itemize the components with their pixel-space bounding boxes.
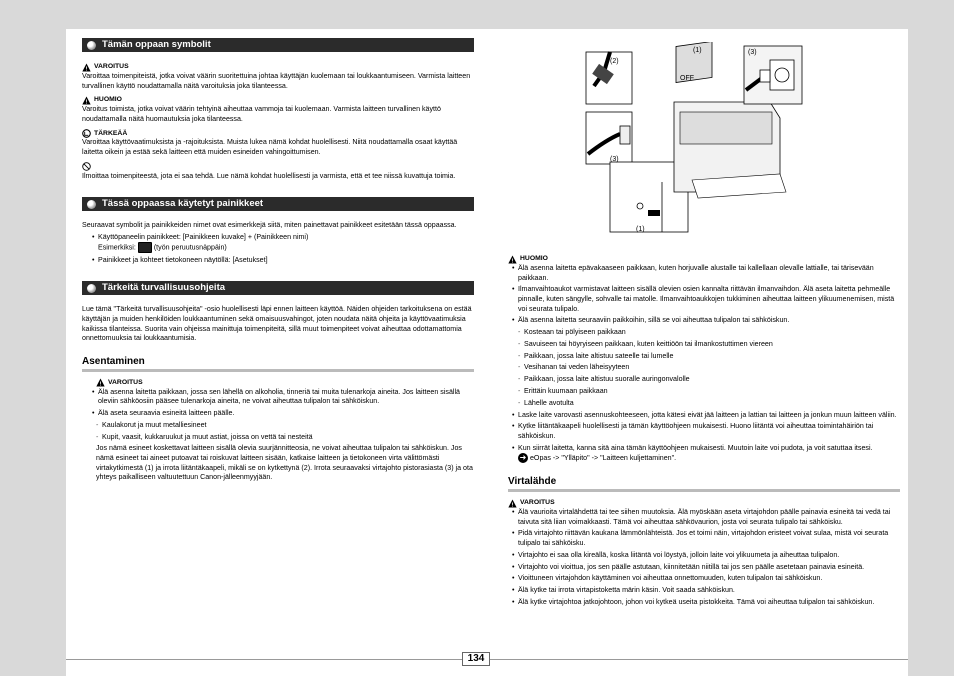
installation-caution-list-2 (508, 411, 900, 464)
keys-list (82, 233, 474, 265)
list-item: • Virtajohto voi vioittua, jos sen päälle astutaan, kiinnitetään niitillä tai jos sen päälle asetetaan painavia esineitä. (512, 563, 900, 573)
caution-triangle-icon (82, 96, 91, 105)
bullet-ball-icon (87, 200, 96, 209)
list-item: • Älä vaurioita virtalähdettä tai tee siihen muutoksia. Älä myöskään aseta virtajohdon päälle painavia esineitä tai vedä tai taivuta sitä liian voimakkaasti. Tämä voi aiheuttaa sähkövaurion, josta voi seurata tulipalo tai sähköisku. (512, 508, 900, 527)
warning-text: Varoittaa toimenpiteistä, jotka voivat väärin suoritettuina johtaa käyttäjän kuolemaan tai loukkaantumiseen. Varmista laitteen turvallinen käyttö noudattamalla näitä varoituksia joka tilanteessa. (82, 72, 471, 90)
list-item: • Älä kytke tai irrota virtapistoketta märin käsin. Voit saada sähköiskun. (512, 586, 900, 596)
installation-warning-label: ! VAROITUS (82, 378, 474, 388)
list-item: • Kytke liitäntäkaapeli huolellisesti ja tämän käyttöohjeen mukaisesti. Huono liitäntä voi aiheuttaa toimintahäiriön tai sähköiskun. (512, 422, 900, 441)
power-off-illustration (580, 42, 810, 238)
important-text: Varoittaa käyttövaatimuksista ja -rajoituksista. Muista lukea nämä kohdat huolellisesti. Niitä noudattamalla osaat käyttää laitetta oikein ja estää sekä laitteen että muiden esineiden vahingoittumisen. (82, 138, 458, 156)
installation-caution-label: ! HUOMIO (508, 254, 900, 264)
warning-triangle-icon (96, 378, 105, 387)
installation-locations-list (508, 328, 900, 408)
list-item: - Erittäin kuumaan paikkaan (518, 387, 900, 397)
page-number: 134 (462, 652, 490, 666)
warning-triangle-icon (508, 499, 517, 508)
important-label: TÄRKEÄÄ (82, 128, 474, 138)
installation-note: Jos nämä esineet koskettavat laitteen sisällä olevia suurjännitteosia, ne voivat aiheuttaa tulipalon tai sähköiskun. Jos nämä esineet tai aineet putoavat tai roiskuvat laitteen sisään, katkaise laitteen ja tietokoneen virta välittömästi virtakytkimestä (1) ja irrota liitäntäkaapeli, mikäli se on kytkettynä (2). Irrota seuraavaksi virtajohto pistorasiasta (3) ja ota yhteys paikalliseen valtuutettuun Canon-jälleenmyyjään. (96, 444, 473, 482)
footer (66, 650, 908, 676)
list-item: - Paikkaan, jossa laite altistuu suoralle auringonvalolle (518, 375, 900, 385)
list-item: • Älä asenna laitetta seuraaviin paikkoihin, sillä se voi aiheuttaa tulipalon tai sähköiskun. (512, 316, 900, 326)
svg-text:!: ! (85, 99, 88, 105)
list-item: - Kosteaan tai pölyiseen paikkaan (518, 328, 900, 338)
prohibited-icon (82, 162, 91, 171)
figure-label: (2) (610, 58, 619, 65)
list-item: - Savuiseen tai höyryiseen paikkaan, kuten keittiöön tai ilmankostuttimen viereen (518, 340, 900, 350)
list-item: • Ilmanvaihtoaukot varmistavat laitteen sisällä olevien osien kannalta riittävän ilmanvaihdon. Älä aseta laitetta pehmeälle pinnalle, kuten sängylle, sohvalle tai matolle. Ilmanvaihtoaukkojen tukkiminen aiheuttaa laitteen ylikuumenemisen, mistä voi seurata tulipalo. (512, 285, 900, 314)
list-item: • Pidä virtajohto riittävän kaukana lämmönlähteistä. Jos et toimi näin, virtajohdon eristeet voivat sulaa, mistä voi seurata tulipalo tai sähköisku. (512, 529, 900, 548)
svg-text:!: ! (511, 502, 514, 508)
list-item: • Vioittuneen virtajohdon käyttäminen voi aiheuttaa onnettomuuden, kuten tulipalon tai sähköiskun. (512, 574, 900, 584)
prohibited-label (82, 162, 474, 172)
power-warning-list (508, 508, 900, 607)
figure-label: (1) (636, 226, 645, 233)
section-heading-safety: Tärkeitä turvallisuusohjeita (82, 281, 474, 295)
installation-caution-list (508, 264, 900, 326)
svg-text:!: ! (99, 381, 102, 388)
caution-triangle-icon (508, 255, 517, 264)
bullet-ball-icon (87, 284, 96, 293)
list-item: • Älä aseta seuraavia esineitä laitteen päälle. (92, 409, 474, 419)
installation-heading: Asentaminen (82, 356, 474, 372)
warning-triangle-icon (82, 63, 91, 72)
svg-text:!: ! (511, 258, 514, 264)
stop-key-icon (138, 242, 152, 253)
power-heading: Virtalähde (508, 476, 900, 492)
list-item: - Paikkaan, jossa laite altistuu sateelle tai lumelle (518, 352, 900, 362)
figure-label: (3) (748, 49, 757, 56)
power-warning-label: ! VAROITUS (508, 498, 900, 508)
caution-text: Varoitus toimista, jotka voivat väärin tehtyinä aiheuttaa vammoja tai kuolemaan. Varmista laitteen turvallinen käyttö noudattamalla näitä huomautuksia joka tilanteessa. (82, 105, 441, 123)
installation-warning-list (82, 388, 474, 419)
bullet-ball-icon (87, 41, 96, 50)
list-item: • Älä kytke virtajohtoa jatkojohtoon, johon voi kytkeä useita pistokkeita. Tämä voi aiheuttaa tulipalon tai sähköiskun. (512, 598, 900, 608)
off-label: OFF (680, 75, 694, 82)
list-item: • Kun siirrät laitetta, kanna sitä aina tämän käyttöohjeen mukaisesti. Muutoin laite voi pudota, ja voit satuttaa itsesi. ➜ eOpas -> "Ylläpito" -> "Laitteen kuljettaminen". (512, 444, 900, 464)
list-item: • Laske laite varovasti asennuskohteeseen, jotta kätesi eivät jää laitteen ja lattian tai laitteen ja jonkun muun laitteen väliin. (512, 411, 900, 421)
section-heading-keys: Tässä oppaassa käytetyt painikkeet (82, 197, 474, 211)
left-column (82, 38, 474, 483)
list-item: • Virtajohto ei saa olla kireällä, koska liitäntä voi löystyä, jolloin laite voi ylikuumeta ja aiheuttaa tulipalon. (512, 551, 900, 561)
section-heading-symbols: Tämän oppaan symbolit (82, 38, 474, 52)
list-item: • Painikkeet ja kohteet tietokoneen näytöllä: [Asetukset] (92, 256, 474, 266)
right-column (508, 250, 900, 610)
figure-label: (1) (693, 47, 702, 54)
important-icon (82, 129, 91, 138)
list-item: - Kaulakorut ja muut metalliesineet (96, 421, 474, 431)
list-item: • Käyttöpaneelin painikkeet: [Painikkeen kuvake] + (Painikkeen nimi) Esimerkiksi: (työn peruutusnäppäin) (92, 233, 474, 254)
installation-objects-list (82, 421, 474, 442)
list-item: • Älä asenna laitetta paikkaan, jossa sen lähellä on alkoholia, tinneriä tai muita tulenarkoja aineita. Jos laitteen sisällä oleviin sähköosiin pääsee tulenarkoja aineita, ne voivat aiheuttaa tulipalon tai sähköiskun. (92, 388, 474, 407)
reference-arrow-icon: ➜ (519, 453, 527, 463)
keys-intro: Seuraavat symbolit ja painikkeiden nimet ovat esimerkkejä siitä, miten painettavat painikkeet esitetään tässä oppaassa. (82, 221, 457, 230)
list-item: - Kupit, vaasit, kukkaruukut ja muut astiat, joissa on vettä tai nesteitä (96, 433, 474, 443)
eopas-link[interactable]: eOpas -> "Ylläpito" -> "Laitteen kuljettaminen". (529, 454, 677, 463)
list-item: - Lähelle avotulta (518, 399, 900, 409)
safety-intro: Lue tämä "Tärkeitä turvallisuusohjeita" -osio huolellisesti läpi ennen laitteen käyttöä. Näiden ohjeiden tarkoituksena on estää käyttäjän ja muiden henkilöiden loukkaantuminen sekä omaisuusvahingot, joten noudata näitä ohjeita ja käyttövaatimuksia kaikissa tilanteissa. Suorita vain ohjeissa mainittuja toimenpiteitä, sillä muut toimenpiteet voivat aiheuttaa odottamattomia onnettomuuksia tai loukkaantumisia. (82, 305, 472, 343)
list-item: • Älä asenna laitetta epävakaaseen paikkaan, kuten horjuvalle alustalle tai kallellaan olevalle lattialle, tai tärisevään paikkaan. (512, 264, 900, 283)
list-item: - Vesihanan tai veden läheisyyteen (518, 363, 900, 373)
warning-label: ! VAROITUS (82, 62, 474, 72)
caution-label: ! HUOMIO (82, 95, 474, 105)
prohibited-text: Ilmoittaa toimenpiteestä, jota ei saa tehdä. Lue nämä kohdat huolellisesti ja varmista, että et tee niissä kuvattuja toimia. (82, 171, 456, 180)
figure-label: (3) (610, 156, 619, 163)
svg-text:!: ! (85, 66, 88, 72)
